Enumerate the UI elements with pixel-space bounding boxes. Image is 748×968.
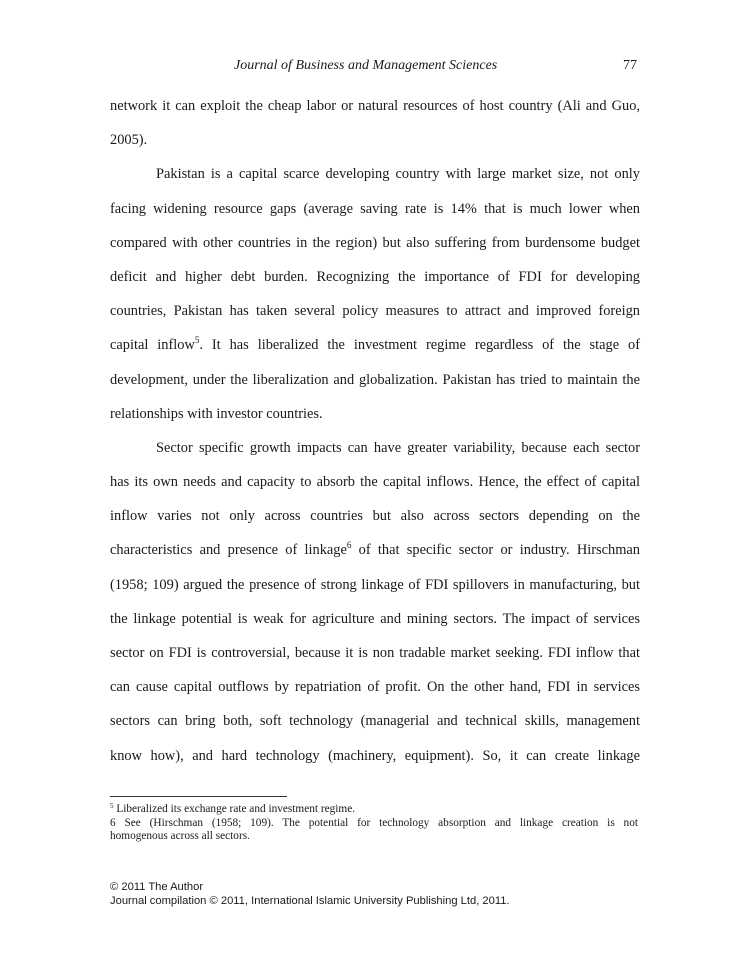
footnote-text: Liberalized its exchange rate and investment regime. [113,803,356,815]
text-line: compared with other countries in the region) but also suffering from burdensome budget [110,234,640,251]
footnote-6-line: homogenous across all sectors. [110,830,250,843]
paragraph [110,157,640,431]
footnote-mark: 5 [110,802,114,810]
text-line: the linkage potential is weak for agriculture and mining sectors. The impact of services [110,610,640,627]
text-line: Sector specific growth impacts can have greater variability, because each sector [156,439,640,456]
text-fragment: capital inflow [110,337,195,354]
text-line: 2005). [110,132,148,149]
text-line: has its own needs and capacity to absorb the capital inflows. Hence, the effect of capital [110,474,640,491]
copyright-notice [110,880,510,908]
text-line: deficit and higher debt burden. Recognizing the importance of FDI for developing [110,268,640,285]
text-line: inflow varies not only across countries but also across sectors depending on the [110,508,640,525]
footnote-ref-5: 5 [194,335,200,346]
footnote-6-line: 6 See (Hirschman (1958; 109). The potential for technology absorption and linkage creation is not [110,816,638,829]
copyright-line: © 2011 The Author [110,881,204,893]
journal-compilation-line: Journal compilation © 2011, International Islamic University Publishing Ltd, 2011. [110,895,510,907]
text-line: sectors can bring both, soft technology (managerial and technical skills, management [110,713,640,730]
text-line [110,328,640,362]
text-line: (1958; 109) argued the presence of strong linkage of FDI spillovers in manufacturing, but [110,576,640,593]
journal-title: Journal of Business and Management Sciences [234,58,498,73]
page-number: 77 [623,58,637,73]
paragraph [110,89,640,157]
text-fragment: . It has liberalized the investment regime regardless of the stage of [199,337,640,354]
text-line: can cause capital outflows by repatriation of profit. On the other hand, FDI in services [110,679,640,696]
running-header [110,58,640,76]
text-line: know how), and hard technology (machinery, equipment). So, it can create linkage [110,747,640,764]
text-line: network it can exploit the cheap labor or natural resources of host country (Ali and Guo, [110,98,640,114]
text-line: countries, Pakistan has taken several policy measures to attract and improved foreign [110,303,640,320]
text-line: development, under the liberalization and globalization. Pakistan has tried to maintain the [110,371,640,388]
text-line [110,533,640,567]
text-line: facing widening resource gaps (average saving rate is 14% that is much lower when [110,200,640,217]
text-line: sector on FDI is controversial, because it is non tradable market seeking. FDI inflow that [110,645,640,661]
text-fragment: characteristics and presence of linkage [110,542,347,559]
footnote-5 [110,803,638,817]
footnote-divider [110,796,287,797]
text-fragment: of that specific sector or industry. Hirschman [351,542,640,559]
paragraph [110,431,640,773]
footnotes [110,803,638,844]
text-line: Pakistan is a capital scarce developing country with large market size, not only [156,166,640,183]
footnote-ref-6: 6 [346,540,352,551]
body-text [110,89,640,773]
text-line: relationships with investor countries. [110,405,323,422]
